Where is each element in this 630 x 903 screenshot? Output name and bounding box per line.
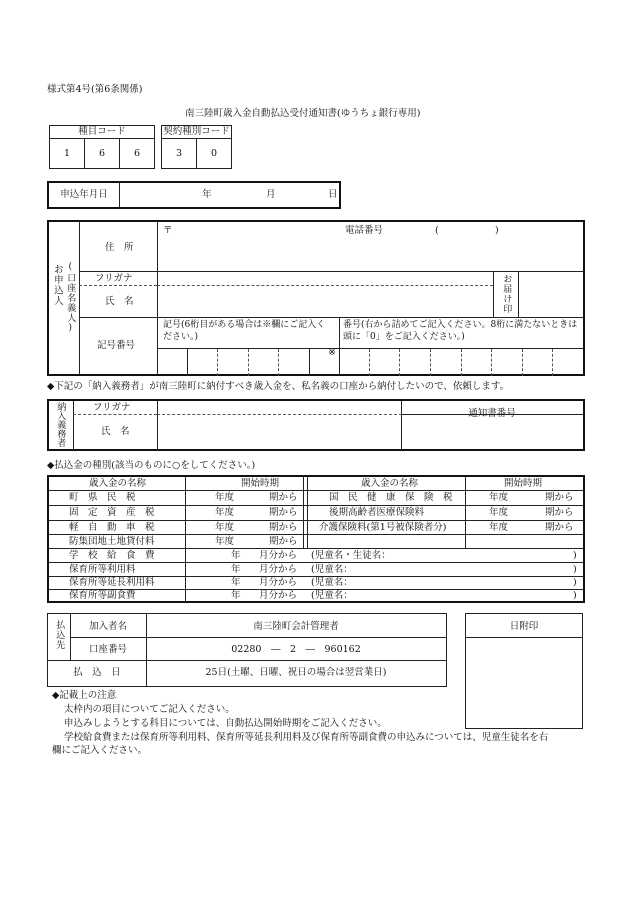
seal-label: お届け印 [501, 274, 512, 314]
type-left-1-name: 町 県 民 税 [69, 492, 136, 503]
type-left-4-period: 期から [269, 536, 298, 547]
type-left-1-period: 期から [269, 492, 298, 503]
type-right-2-year: 年度 [489, 507, 509, 518]
request-text: ◆下記の「納入義務者」が南三陸町に納付すべき歳入金を、私名義の口座から納付したいので、依頼します。 [47, 381, 510, 392]
fee-1-name: 学 校 給 食 費 [69, 550, 155, 561]
type-left-1-year: 年度 [215, 492, 235, 503]
contract-digit-1: 3 [162, 139, 197, 169]
phone-paren-close: ) [495, 225, 499, 236]
application-date-label: 申込年月日 [49, 183, 120, 207]
notes-line-4: 欄にご記入ください。 [52, 745, 148, 756]
applicant-block [47, 220, 585, 376]
type-left-4-year: 年度 [215, 536, 235, 547]
fee-3-close: ) [573, 577, 577, 588]
type-left-4-name: 防集団地土地貸付料 [69, 536, 155, 547]
types-block [47, 475, 585, 603]
type-right-1-year: 年度 [489, 492, 509, 503]
asterisk-mark: ※ [328, 347, 336, 358]
type-left-2-period: 期から [269, 507, 298, 518]
fee-4-year: 年 [231, 590, 241, 601]
payment-date-label: 払 込 日 [73, 667, 121, 678]
col-start-right: 開始時期 [504, 478, 543, 489]
fee-3-name: 保育所等延長利用料 [69, 577, 155, 588]
type-left-3-year: 年度 [215, 522, 235, 533]
col-name-left: 歳入金の名称 [89, 478, 147, 489]
type-left-2-name: 固 定 資 産 税 [69, 507, 155, 518]
address-label: 住 所 [105, 242, 134, 253]
type-right-1-period: 期から [545, 492, 574, 503]
notes-line-3: 学校給食費または保育所等利用料、保育所等延長利用料及び保育所等副食費の申込みについては、児童生徒名を右 [64, 732, 549, 743]
date-stamp-box [465, 613, 583, 729]
number-digit-boxes[interactable] [339, 348, 583, 376]
fee-3-child: (児童名： [311, 577, 353, 588]
name-field[interactable] [157, 285, 493, 317]
fee-1-month: 月分から [259, 550, 298, 561]
applicant-side-label: お申込人 [51, 264, 63, 306]
type-code-label: 種目コード [50, 126, 155, 139]
obligor-block [47, 399, 585, 451]
applicant-side [49, 222, 80, 374]
type-right-3-year: 年度 [489, 522, 509, 533]
col-name-right: 歳入金の名称 [361, 478, 419, 489]
fee-3-month: 月分から [259, 577, 298, 588]
number-note: 番号(右から詰めてご記入ください。8桁に満たないときは頭に「0」をご記入ください。) [343, 320, 578, 342]
member-value: 南三陸町会計管理者 [253, 621, 339, 632]
obligor-furigana-field[interactable] [157, 401, 402, 415]
fee-2-year: 年 [231, 564, 241, 575]
member-label: 加入者名 [88, 621, 127, 632]
account-number-label: 記号番号 [97, 340, 136, 351]
type-digit-3: 6 [120, 139, 155, 169]
code-table [49, 125, 232, 169]
obligor-name-label: 氏 名 [101, 426, 130, 437]
payee-side-label: 払込先 [54, 620, 65, 650]
obligor-side-label: 納入義務者 [55, 402, 66, 447]
notes-line-1: 太枠内の項目についてご記入ください。 [64, 704, 235, 715]
name-label: 氏 名 [105, 296, 134, 307]
notes-heading: ◆記載上の注意 [52, 690, 117, 701]
fee-2-month: 月分から [259, 564, 298, 575]
type-left-3-period: 期から [269, 522, 298, 533]
fee-1-year: 年 [231, 550, 241, 561]
fee-4-child: (児童名： [311, 590, 353, 601]
form-title: 南三陸町歳入金自動払込受付通知書(ゆうちょ銀行専用) [185, 108, 421, 119]
type-right-1-name: 国 民 健 康 保 険 税 [329, 492, 453, 503]
fee-2-close: ) [573, 564, 577, 575]
contract-code-label: 契約種別コード [163, 126, 230, 138]
type-digit-2: 6 [85, 139, 120, 169]
type-digit-1: 1 [50, 139, 85, 169]
notice-number-label: 通知書番号 [468, 408, 516, 419]
types-heading-text: ◆払込金の種別(該当のものに○をしてください。) [47, 460, 256, 471]
notes-line-2: 申込みしようとする科目については、自動払込開始時期をご記入ください。 [64, 718, 387, 729]
fee-4-name: 保育所等副食費 [69, 590, 136, 601]
applicant-side-sub: (口座名義人) [65, 262, 76, 334]
type-right-3-period: 期から [545, 522, 574, 533]
type-right-3-name: 介護保険料(第1号被保険者分) [319, 522, 447, 533]
payment-date-value: 25日(土曜、日曜、祝日の場合は翌営業日) [205, 667, 387, 678]
fee-2-name: 保育所等利用料 [69, 564, 136, 575]
fee-4-month: 月分から [259, 590, 298, 601]
date-month-label: 月 [266, 189, 276, 200]
phone-paren-open: ( [435, 225, 439, 236]
furigana-label: フリガナ [95, 273, 133, 284]
form-number: 様式第4号(第6条関係) [47, 84, 143, 95]
symbol-digit-boxes[interactable] [157, 348, 339, 376]
fee-1-child: (児童名・生徒名： [311, 550, 391, 561]
contract-digit-2: 0 [197, 139, 232, 169]
col-start-left: 開始時期 [241, 478, 280, 489]
date-day-label: 日 [328, 189, 338, 200]
payee-account-label: 口座番号 [88, 644, 127, 655]
type-left-2-year: 年度 [215, 507, 235, 518]
notice-number-field[interactable] [401, 415, 583, 449]
type-right-2-name: 後期高齢者医療保険料 [329, 507, 425, 518]
phone-label: 電話番号 [345, 225, 384, 236]
symbol-note: 記号(6桁目がある場合は※欄にご記入ください。) [163, 320, 326, 342]
postal-mark: 〒 [163, 225, 173, 236]
application-date-box [47, 181, 341, 209]
date-year-label: 年 [202, 189, 212, 200]
seal-field[interactable] [517, 271, 583, 317]
application-date-field[interactable] [120, 183, 339, 207]
payee-account-value: 02280 ― 2 ― 960162 [231, 644, 361, 655]
fee-3-year: 年 [231, 577, 241, 588]
date-stamp-label: 日附印 [509, 621, 539, 632]
furigana-field[interactable] [157, 271, 493, 286]
type-right-2-period: 期から [545, 507, 574, 518]
fee-1-close: ) [573, 550, 577, 561]
address-field[interactable] [157, 222, 583, 272]
fee-4-close: ) [573, 590, 577, 601]
type-left-3-name: 軽 自 動 車 税 [69, 522, 155, 533]
fee-2-child: (児童名： [311, 564, 353, 575]
obligor-name-field[interactable] [157, 415, 402, 449]
payee-block [47, 613, 447, 687]
obligor-furigana-label: フリガナ [93, 402, 131, 413]
